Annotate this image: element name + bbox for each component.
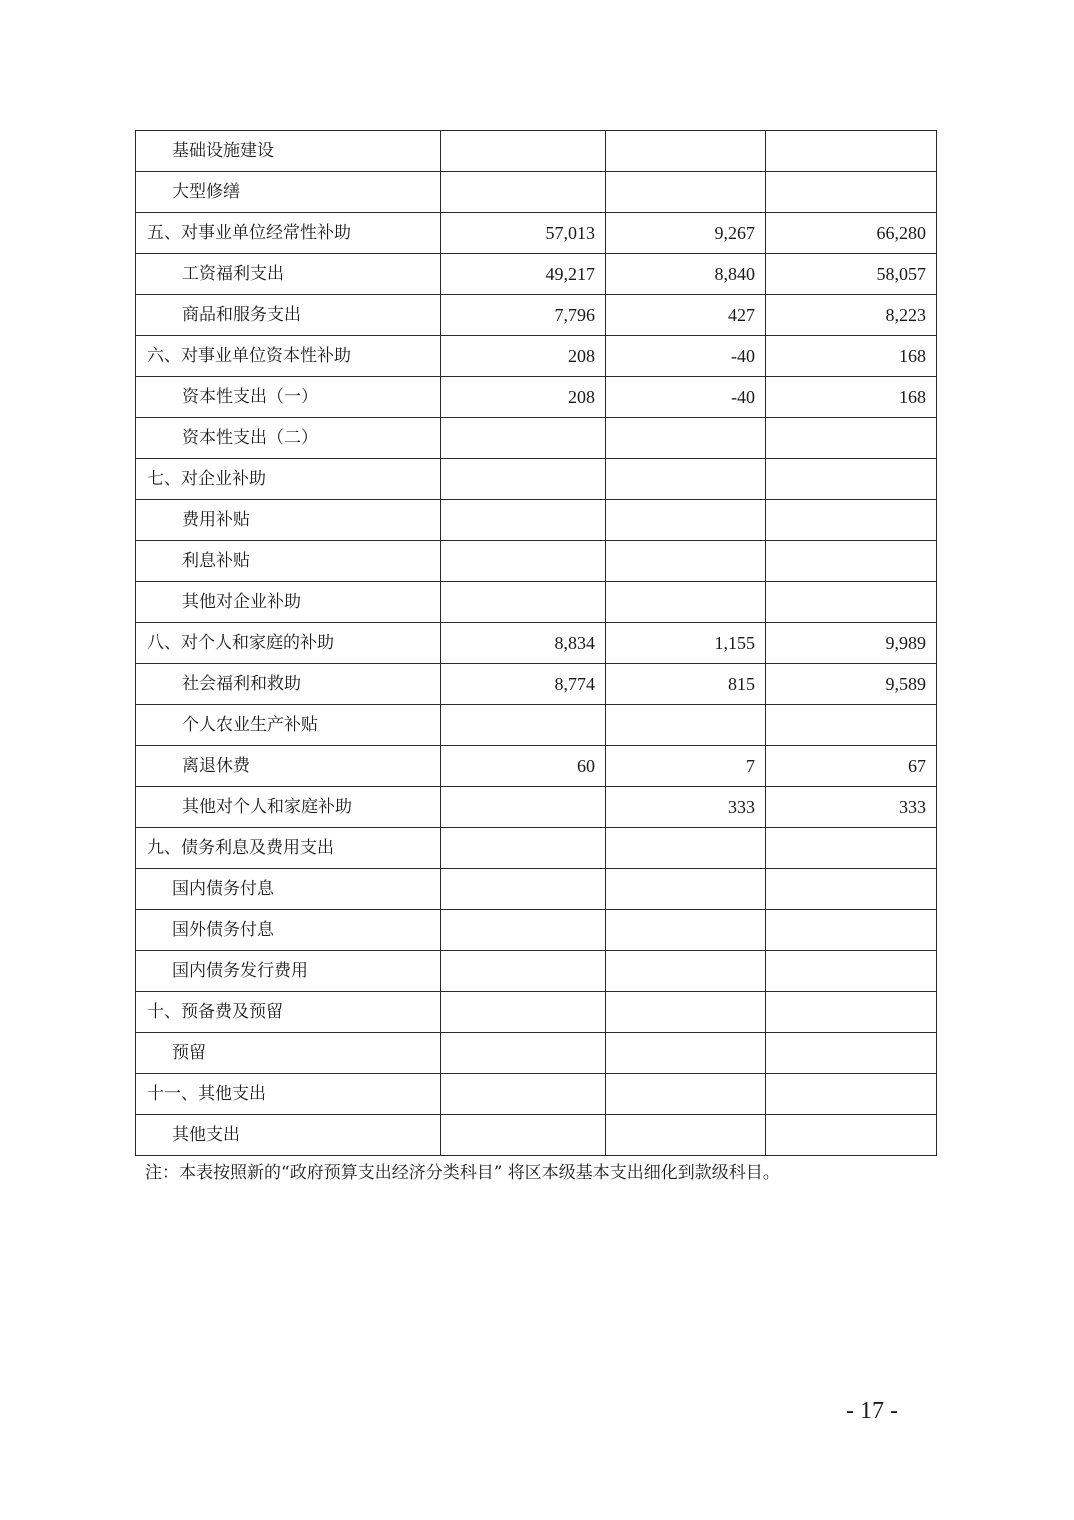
value-cell-col2: [606, 705, 766, 746]
value-cell-col2: [606, 500, 766, 541]
value-cell-col2: [606, 418, 766, 459]
value-cell-col3: [766, 951, 937, 992]
row-label: 国内债务发行费用: [136, 951, 441, 992]
value-cell-col2: [606, 992, 766, 1033]
row-label: 其他对企业补助: [136, 582, 441, 623]
row-label: 资本性支出（二）: [136, 418, 441, 459]
row-label: 十一、其他支出: [136, 1074, 441, 1115]
value-cell-col1: [441, 131, 606, 172]
value-cell-col2: [606, 459, 766, 500]
table-row: [136, 377, 937, 418]
value-cell-col1: 49,217: [441, 254, 606, 295]
table-body: [136, 131, 937, 1156]
value-cell-col3: 333: [766, 787, 937, 828]
table-row: [136, 787, 937, 828]
value-cell-col3: [766, 418, 937, 459]
value-cell-col1: 8,834: [441, 623, 606, 664]
table-row: [136, 213, 937, 254]
row-label: 费用补贴: [136, 500, 441, 541]
value-cell-col1: [441, 787, 606, 828]
table-row: [136, 131, 937, 172]
value-cell-col1: [441, 418, 606, 459]
budget-expenditure-table: [135, 130, 937, 1156]
table-row: [136, 418, 937, 459]
value-cell-col3: [766, 992, 937, 1033]
value-cell-col2: [606, 1115, 766, 1156]
value-cell-col3: 168: [766, 336, 937, 377]
value-cell-col2: 333: [606, 787, 766, 828]
table-row: [136, 336, 937, 377]
value-cell-col1: [441, 459, 606, 500]
value-cell-col1: [441, 1115, 606, 1156]
row-label: 其他支出: [136, 1115, 441, 1156]
table-row: [136, 992, 937, 1033]
table-row: [136, 582, 937, 623]
table-row: [136, 295, 937, 336]
value-cell-col1: 7,796: [441, 295, 606, 336]
value-cell-col1: [441, 172, 606, 213]
row-label: 十、预备费及预留: [136, 992, 441, 1033]
row-label: 工资福利支出: [136, 254, 441, 295]
value-cell-col1: [441, 992, 606, 1033]
row-label: 离退休费: [136, 746, 441, 787]
value-cell-col3: 67: [766, 746, 937, 787]
value-cell-col2: [606, 541, 766, 582]
value-cell-col1: [441, 869, 606, 910]
value-cell-col3: [766, 1115, 937, 1156]
table-row: [136, 664, 937, 705]
row-label: 基础设施建设: [136, 131, 441, 172]
value-cell-col3: [766, 705, 937, 746]
value-cell-col2: 427: [606, 295, 766, 336]
table-row: [136, 459, 937, 500]
row-label: 国内债务付息: [136, 869, 441, 910]
table-row: [136, 254, 937, 295]
value-cell-col1: 60: [441, 746, 606, 787]
row-label: 国外债务付息: [136, 910, 441, 951]
row-label: 五、对事业单位经常性补助: [136, 213, 441, 254]
table-row: [136, 910, 937, 951]
value-cell-col1: [441, 910, 606, 951]
value-cell-col3: [766, 1074, 937, 1115]
row-label: 利息补贴: [136, 541, 441, 582]
table-row: [136, 1033, 937, 1074]
value-cell-col1: 57,013: [441, 213, 606, 254]
value-cell-col2: -40: [606, 336, 766, 377]
row-label: 七、对企业补助: [136, 459, 441, 500]
value-cell-col2: [606, 910, 766, 951]
table-row: [136, 705, 937, 746]
value-cell-col1: [441, 541, 606, 582]
table-row: [136, 500, 937, 541]
value-cell-col1: [441, 1074, 606, 1115]
value-cell-col3: 58,057: [766, 254, 937, 295]
row-label: 社会福利和救助: [136, 664, 441, 705]
value-cell-col3: [766, 172, 937, 213]
value-cell-col3: [766, 500, 937, 541]
value-cell-col1: [441, 951, 606, 992]
value-cell-col2: [606, 869, 766, 910]
value-cell-col3: [766, 541, 937, 582]
value-cell-col2: 8,840: [606, 254, 766, 295]
value-cell-col1: [441, 828, 606, 869]
table-row: [136, 828, 937, 869]
value-cell-col2: [606, 951, 766, 992]
page-number: - 17 -: [846, 1398, 898, 1424]
row-label: 个人农业生产补贴: [136, 705, 441, 746]
table-row: [136, 541, 937, 582]
row-label: 九、债务利息及费用支出: [136, 828, 441, 869]
table-row: [136, 1115, 937, 1156]
table-row: [136, 1074, 937, 1115]
value-cell-col3: [766, 910, 937, 951]
value-cell-col2: 9,267: [606, 213, 766, 254]
row-label: 大型修缮: [136, 172, 441, 213]
table-footnote: 注：本表按照新的“政府预算支出经济分类科目” 将区本级基本支出细化到款级科目。: [145, 1163, 780, 1183]
row-label: 六、对事业单位资本性补助: [136, 336, 441, 377]
value-cell-col2: [606, 828, 766, 869]
value-cell-col2: [606, 582, 766, 623]
value-cell-col3: [766, 869, 937, 910]
value-cell-col2: [606, 1074, 766, 1115]
value-cell-col3: 8,223: [766, 295, 937, 336]
row-label: 商品和服务支出: [136, 295, 441, 336]
value-cell-col2: 1,155: [606, 623, 766, 664]
value-cell-col3: 9,589: [766, 664, 937, 705]
value-cell-col1: [441, 1033, 606, 1074]
value-cell-col3: [766, 1033, 937, 1074]
row-label: 其他对个人和家庭补助: [136, 787, 441, 828]
value-cell-col1: [441, 705, 606, 746]
table-row: [136, 746, 937, 787]
table-row: [136, 623, 937, 664]
value-cell-col2: [606, 1033, 766, 1074]
table-row: [136, 172, 937, 213]
value-cell-col3: [766, 828, 937, 869]
value-cell-col1: 208: [441, 336, 606, 377]
value-cell-col1: 8,774: [441, 664, 606, 705]
value-cell-col3: [766, 582, 937, 623]
value-cell-col3: 66,280: [766, 213, 937, 254]
value-cell-col1: 208: [441, 377, 606, 418]
value-cell-col1: [441, 582, 606, 623]
row-label: 预留: [136, 1033, 441, 1074]
value-cell-col2: [606, 172, 766, 213]
value-cell-col1: [441, 500, 606, 541]
table-row: [136, 951, 937, 992]
table-row: [136, 869, 937, 910]
value-cell-col2: 815: [606, 664, 766, 705]
value-cell-col2: 7: [606, 746, 766, 787]
row-label: 八、对个人和家庭的补助: [136, 623, 441, 664]
value-cell-col2: [606, 131, 766, 172]
value-cell-col2: -40: [606, 377, 766, 418]
value-cell-col3: [766, 131, 937, 172]
row-label: 资本性支出（一）: [136, 377, 441, 418]
value-cell-col3: 168: [766, 377, 937, 418]
value-cell-col3: 9,989: [766, 623, 937, 664]
value-cell-col3: [766, 459, 937, 500]
